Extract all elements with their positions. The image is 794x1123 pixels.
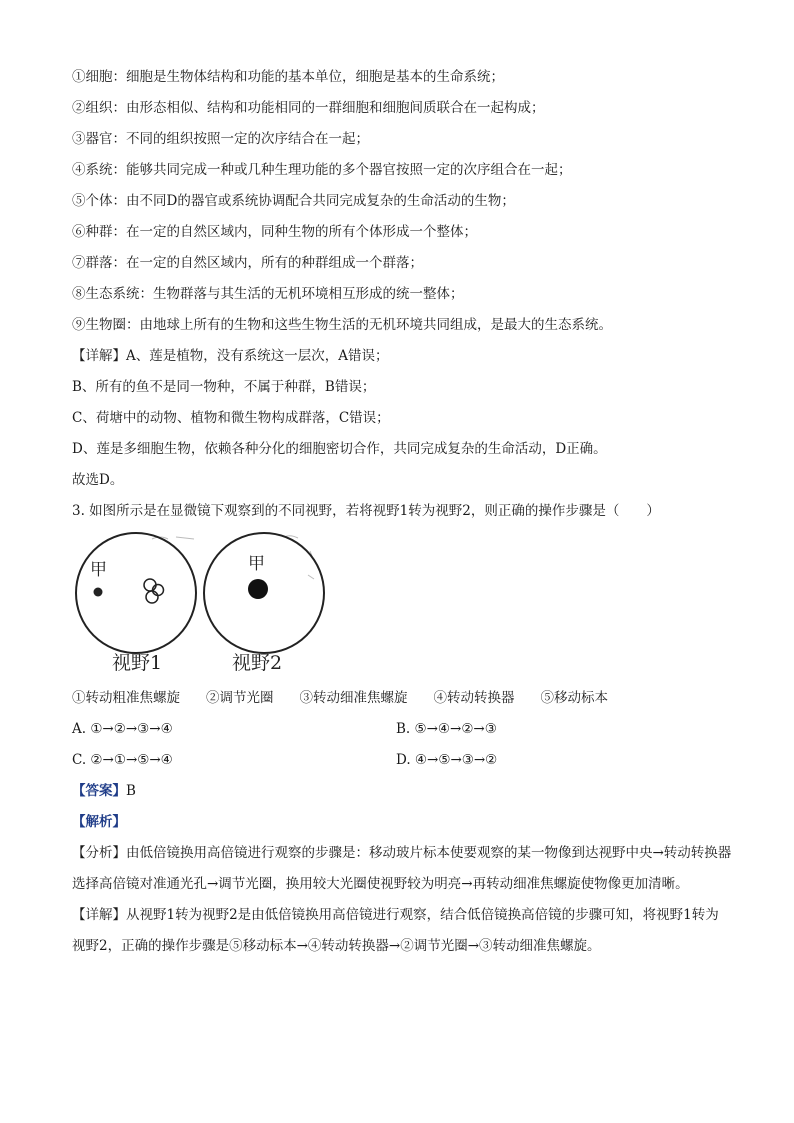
detail-paragraph [72, 900, 732, 962]
q2-detail-label: 【详解】 [72, 348, 126, 364]
microscope-fields-figure [72, 531, 732, 677]
choice-c: C. ②→①→⑤→④ [72, 752, 173, 768]
analysis-heading [72, 807, 732, 838]
answer-line [72, 776, 732, 807]
detail-tag: 【详解】 [72, 907, 126, 923]
intro-line-biosphere: ⑨生物圈：由地球上所有的生物和这些生物生活的无机环境共同组成，是最大的生态系统。 [72, 317, 612, 333]
answer-value: B [126, 783, 136, 799]
choices-row-2 [72, 745, 732, 776]
analysis-text: 由低倍镜换用高倍镜进行观察的步骤是：移动玻片标本使要观察的某一物像到达视野中央→转动转换器选择高倍镜对准通光孔→调节光圈，换用较大光圈使视野较为明亮→再转动细准焦螺旋使物像更加清晰。 [72, 845, 732, 892]
operation-2: ②调节光圈 [206, 690, 274, 706]
operation-3: ③转动细准焦螺旋 [299, 690, 408, 706]
analysis-label: 【解析】 [72, 814, 126, 830]
choice-b: B. ⑤→④→②→③ [396, 721, 497, 737]
intro-line-community: ⑦群落：在一定的自然区域内，所有的种群组成一个群落； [72, 255, 423, 271]
detail-text: 从视野1转为视野2是由低倍镜换用高倍镜进行观察，结合低倍镜换高倍镜的步骤可知，将视野1转为视野2，正确的操作步骤是⑤移动标本→④转动转换器→②调节光圈→③转动细准焦螺旋。 [72, 907, 719, 954]
operations-list [72, 683, 732, 714]
operation-5: ⑤移动标本 [540, 690, 608, 706]
choices-row-1 [72, 714, 732, 745]
intro-line-system: ④系统：能够共同完成一种或几种生理功能的多个器官按照一定的次序组合在一起； [72, 162, 572, 178]
document-page [72, 62, 732, 962]
operation-4: ④转动转换器 [433, 690, 515, 706]
field1-label: 视野1 [112, 652, 163, 674]
operation-1: ①转动粗准焦螺旋 [72, 690, 180, 706]
choice-d: D. ④→⑤→③→② [396, 752, 498, 768]
q2-detail-b: B、所有的鱼不是同一物种，不属于种群，B错误； [72, 379, 376, 395]
field1-small-cell [94, 588, 103, 597]
field1-circle-cell-a [144, 579, 156, 591]
field1-cell-label: 甲 [90, 560, 107, 580]
field2-cell-label: 甲 [248, 554, 265, 574]
q3-stem: 3. 如图所示是在显微镜下观察到的不同视野，若将视野1转为视野2，则正确的操作步骤是（ ） [72, 503, 660, 519]
field1-circle-cell-b [146, 591, 158, 603]
intro-line-ecosystem: ⑧生态系统：生物群落与其生活的无机环境相互形成的统一整体； [72, 286, 464, 302]
q2-detail-d: D、莲是多细胞生物，依赖各种分化的细胞密切合作，共同完成复杂的生命活动，D正确。 [72, 441, 607, 457]
intro-line-cell: ①细胞：细胞是生物体结构和功能的基本单位，细胞是基本的生命系统； [72, 69, 504, 85]
q2-detail-c: C、荷塘中的动物、植物和微生物构成群落，C错误； [72, 410, 390, 426]
intro-line-organ: ③器官：不同的组织按照一定的次序结合在一起； [72, 131, 369, 147]
analysis-paragraph [72, 838, 732, 900]
scan-artifact [284, 536, 314, 579]
choice-a: A. ①→②→③→④ [72, 721, 173, 737]
field2-large-cell [248, 579, 268, 599]
answer-label: 【答案】 [72, 783, 126, 799]
intro-line-population: ⑥种群：在一定的自然区域内，同种生物的所有个体形成一个整体； [72, 224, 477, 240]
intro-line-tissue: ②组织：由形态相似、结构和功能相同的一群细胞和细胞间质联合在一起构成； [72, 100, 545, 116]
q2-detail-a: 【详解】A、莲是植物，没有系统这一层次，A错误； [72, 348, 389, 364]
field2-label: 视野2 [232, 652, 283, 674]
q2-conclusion: 故选D。 [72, 472, 124, 488]
analysis-tag: 【分析】 [72, 845, 126, 861]
microscope-fields-drawing [72, 531, 352, 677]
intro-line-individual: ⑤个体：由不同D的器官或系统协调配合共同完成复杂的生命活动的生物； [72, 193, 515, 209]
